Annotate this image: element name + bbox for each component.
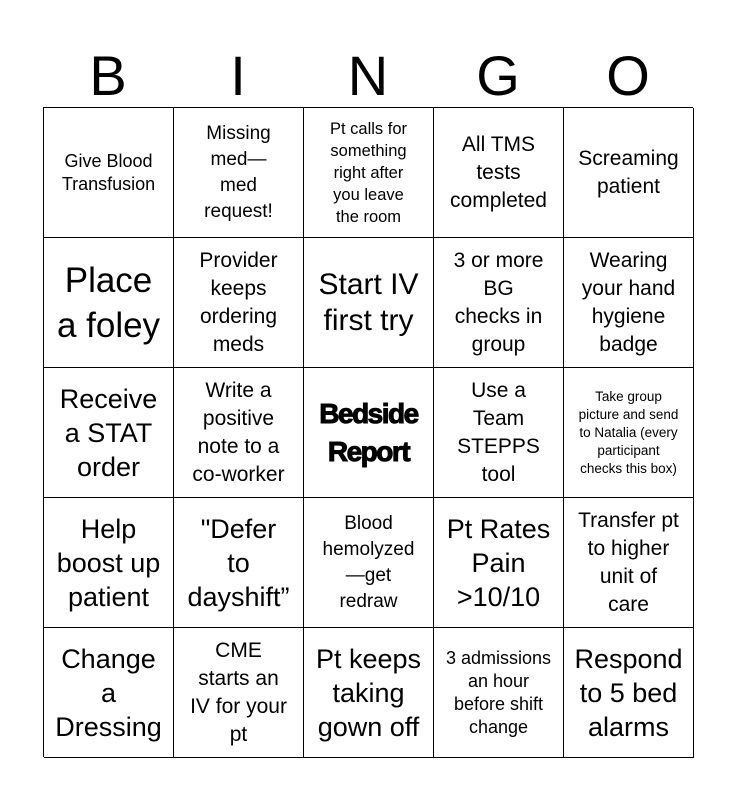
bingo-cell-r0-c3[interactable] <box>434 108 564 238</box>
header-letter-g: G <box>476 44 520 107</box>
bingo-cell-r2-c4[interactable] <box>564 368 694 498</box>
cell-text: Take group picture and send to Natalia (every participant checks this box) <box>578 388 679 476</box>
bingo-cell-r3-c1[interactable] <box>174 498 304 628</box>
bingo-cell-r4-c2[interactable] <box>304 628 434 758</box>
bingo-cell-r2-c1[interactable] <box>174 368 304 498</box>
cell-text: Start IV first try <box>318 267 419 337</box>
bingo-grid <box>43 107 693 757</box>
cell-text: Screaming patient <box>578 146 679 198</box>
cell-text: 3 admissions an hour before shift change <box>445 647 552 737</box>
cell-text: Place a foley <box>56 260 161 345</box>
header-letter-i: I <box>230 44 246 107</box>
bingo-cell-r1-c0[interactable] <box>44 238 174 368</box>
cell-text: Wearing your hand hygiene badge <box>581 248 676 356</box>
cell-text: All TMS tests completed <box>450 132 547 212</box>
cell-text: Transfer pt to higher unit of care <box>578 508 679 616</box>
header-letter-o: O <box>606 44 650 107</box>
free-space-text: Bedside Report <box>319 397 418 467</box>
bingo-cell-r0-c2[interactable] <box>304 108 434 238</box>
cell-text: Pt keeps taking gown off <box>315 643 422 742</box>
cell-text: Give Blood Transfusion <box>61 150 156 194</box>
bingo-header <box>43 44 693 108</box>
bingo-cell-r0-c1[interactable] <box>174 108 304 238</box>
cell-text: Blood hemolyzed —get redraw <box>322 512 415 612</box>
bingo-cell-r2-c0[interactable] <box>44 368 174 498</box>
cell-text: Write a positive note to a co-worker <box>192 378 285 486</box>
bingo-cell-r4-c4[interactable] <box>564 628 694 758</box>
cell-text: Pt calls for something right after you leave the room <box>329 119 408 226</box>
cell-text: Respond to 5 bed alarms <box>574 643 683 742</box>
bingo-free-space[interactable] <box>304 368 434 498</box>
header-letter-n: N <box>347 44 389 107</box>
cell-text: "Defer to dayshift” <box>187 513 290 612</box>
cell-text: Pt Rates Pain >10/10 <box>446 513 551 612</box>
bingo-cell-r3-c4[interactable] <box>564 498 694 628</box>
bingo-cell-r1-c3[interactable] <box>434 238 564 368</box>
cell-text: 3 or more BG checks in group <box>453 248 544 356</box>
bingo-cell-r4-c3[interactable] <box>434 628 564 758</box>
cell-text: CME starts an IV for your pt <box>190 638 287 746</box>
cell-text: Missing med— med request! <box>204 122 273 222</box>
cell-text: Help boost up patient <box>56 513 161 612</box>
header-letter-b: B <box>89 44 127 107</box>
bingo-cell-r1-c2[interactable] <box>304 238 434 368</box>
bingo-cell-r0-c0[interactable] <box>44 108 174 238</box>
bingo-cell-r3-c3[interactable] <box>434 498 564 628</box>
cell-text: Use a Team STEPPS tool <box>457 378 540 486</box>
bingo-cell-r3-c0[interactable] <box>44 498 174 628</box>
bingo-cell-r3-c2[interactable] <box>304 498 434 628</box>
bingo-cell-r0-c4[interactable] <box>564 108 694 238</box>
bingo-cell-r4-c0[interactable] <box>44 628 174 758</box>
cell-text: Receive a STAT order <box>59 383 158 482</box>
bingo-cell-r2-c3[interactable] <box>434 368 564 498</box>
cell-text: Provider keeps ordering meds <box>199 248 278 356</box>
bingo-cell-r1-c4[interactable] <box>564 238 694 368</box>
bingo-cell-r4-c1[interactable] <box>174 628 304 758</box>
cell-text: Change a Dressing <box>55 643 162 742</box>
bingo-cell-r1-c1[interactable] <box>174 238 304 368</box>
